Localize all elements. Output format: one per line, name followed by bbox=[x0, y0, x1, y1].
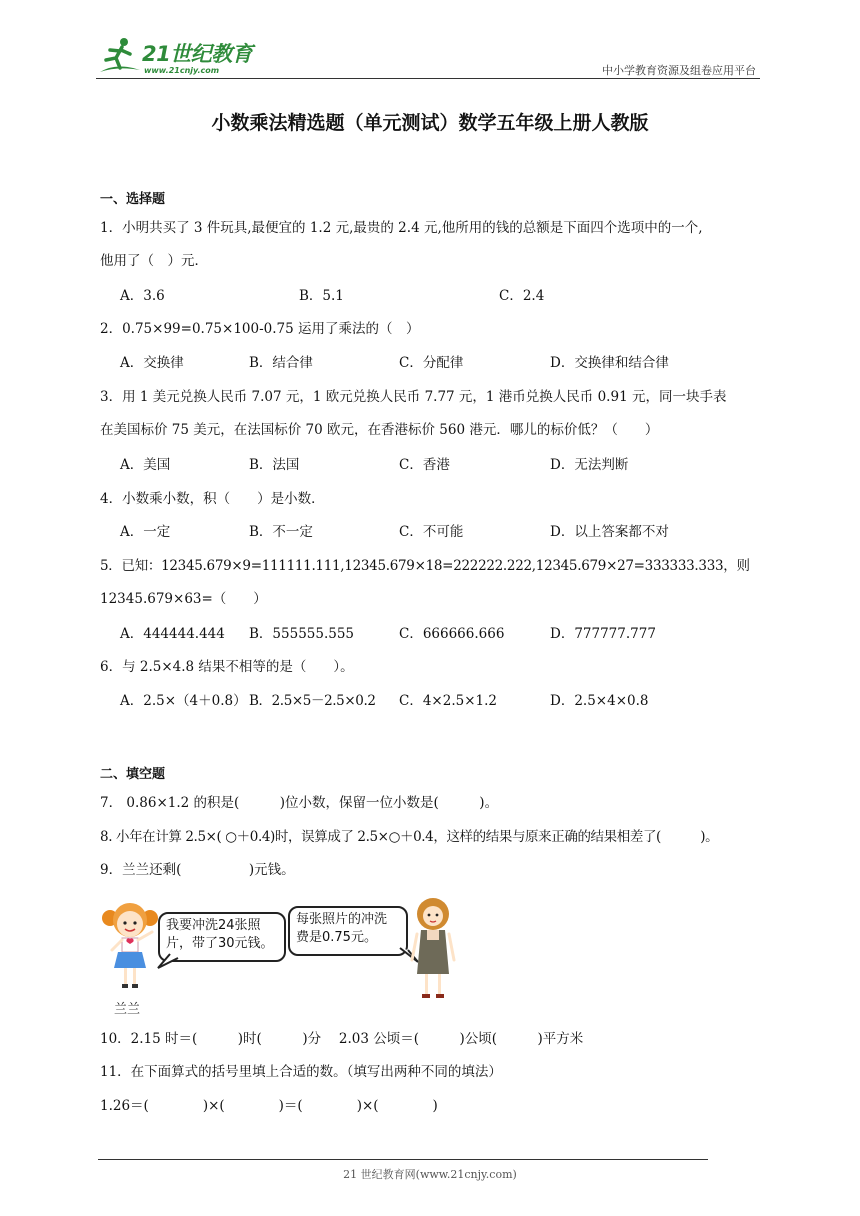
question-3-line-2: 在美国标价 75 美元，在法国标价 70 欧元，在香港标价 560 港元．哪儿的标价低？（ ） bbox=[100, 422, 659, 438]
question-2-option-a: A．交换律 bbox=[120, 355, 184, 371]
question-3-option-c: C．香港 bbox=[399, 457, 450, 473]
question-2-option-d: D．交换律和结合律 bbox=[550, 355, 669, 371]
page-title: 小数乘法精选题（单元测试）数学五年级上册人教版 bbox=[211, 112, 649, 134]
bubble-girl-line-1: 我要冲洗24张照 bbox=[166, 918, 261, 933]
question-1-line-1: 1．小明共买了 3 件玩具,最便宜的 1.2 元,最贵的 2.4 元,他所用的钱的总额是下面四个选项中的一个, bbox=[100, 220, 703, 236]
question-6-option-a: A．2.5×（4＋0.8） bbox=[120, 693, 247, 709]
question-3-option-b: B．法国 bbox=[249, 457, 300, 473]
question-5-option-b: B．555555.555 bbox=[249, 626, 355, 642]
question-4-line-1: 4．小数乘小数，积（ ）是小数． bbox=[100, 491, 325, 507]
site-logo bbox=[96, 36, 266, 78]
platform-tagline: 中小学教育资源及组卷应用平台 bbox=[602, 64, 756, 77]
bubble-woman-line-1: 每张照片的冲洗 bbox=[296, 912, 388, 927]
question-2-line-1: 2．0.75×99=0.75×100-0.75 运用了乘法的（ ） bbox=[100, 321, 420, 337]
bubble-tail-girl-icon bbox=[156, 952, 186, 972]
question-1-option-c: C．2.4 bbox=[499, 288, 545, 304]
bubble-woman-line-2: 费是0.75元。 bbox=[296, 930, 377, 945]
section-heading-choice: 一、选择题 bbox=[100, 192, 166, 207]
question-3-line-1: 3．用 1 美元兑换人民币 7.07 元，1 欧元兑换人民币 7.77 元，1 港币兑换人民币 0.91 元，同一块手表 bbox=[100, 389, 727, 405]
logo-text: 21世纪教育 bbox=[142, 42, 253, 66]
question-6-option-b: B．2.5×5－2.5×0.2 bbox=[249, 693, 376, 709]
question-8: 8. 小年在计算 2.5×( ○＋0.4)时，误算成了 2.5×○＋0.4，这样的结果与原来正确的结果相差了( )。 bbox=[100, 829, 719, 845]
question-6-line-1: 6．与 2.5×4.8 结果不相等的是（ ）。 bbox=[100, 659, 354, 675]
question-5-line-1: 5．已知：12345.679×9=111111.111,12345.679×18=222222.222,12345.679×27=333333.333，则 bbox=[100, 558, 750, 574]
page-header bbox=[96, 32, 760, 80]
section-heading-fill: 二、填空题 bbox=[100, 767, 166, 782]
question-9: 9．兰兰还剩( )元钱。 bbox=[100, 862, 295, 878]
question-6-option-d: D．2.5×4×0.8 bbox=[550, 693, 649, 709]
question-4-option-d: D．以上答案都不对 bbox=[550, 524, 669, 540]
runner-logo-icon bbox=[96, 36, 142, 78]
speech-bubble-woman bbox=[288, 906, 408, 956]
question-5-line-2: 12345.679×63=（ ） bbox=[100, 591, 267, 607]
question-5-option-c: C．666666.666 bbox=[399, 626, 505, 642]
question-1-line-2: 他用了（ ）元． bbox=[100, 253, 208, 269]
question-3-option-d: D．无法判断 bbox=[550, 457, 629, 473]
bubble-girl-line-2: 片，带了30元钱。 bbox=[166, 936, 274, 951]
logo-url: www.21cnjy.com bbox=[144, 66, 220, 75]
question-3-option-a: A．美国 bbox=[120, 457, 171, 473]
question-5-option-a: A．444444.444 bbox=[120, 626, 225, 642]
question-1-option-a: A．3.6 bbox=[120, 288, 165, 304]
question-4-option-c: C．不可能 bbox=[399, 524, 464, 540]
question-1-option-b: B．5.1 bbox=[299, 288, 344, 304]
girl-name-label: 兰兰 bbox=[114, 1002, 141, 1017]
question-10: 10．2.15 时＝( )时( )分 2.03 公顷＝( )公顷( )平方米 bbox=[100, 1031, 584, 1047]
question-4-option-b: B．不一定 bbox=[249, 524, 313, 540]
question-5-option-d: D．777777.777 bbox=[550, 626, 656, 642]
question-7: 7． 0.86×1.2 的积是( )位小数，保留一位小数是( )。 bbox=[100, 795, 499, 811]
question-11: 11．在下面算式的括号里填上合适的数。（填写出两种不同的填法） bbox=[100, 1064, 502, 1080]
question-4-option-a: A．一定 bbox=[120, 524, 171, 540]
page-footer: 21 世纪教育网(www.21cnjy.com) bbox=[343, 1168, 517, 1181]
question-11-equation: 1.26＝( )×( )＝( )×( ) bbox=[100, 1098, 438, 1114]
question-9-illustration bbox=[100, 892, 460, 1022]
question-2-option-b: B．结合律 bbox=[249, 355, 313, 371]
shopkeeper-figure-icon bbox=[408, 894, 458, 1002]
girl-figure-icon bbox=[100, 892, 160, 997]
footer-divider bbox=[98, 1159, 708, 1160]
question-2-option-c: C．分配律 bbox=[399, 355, 464, 371]
header-divider bbox=[96, 78, 760, 79]
question-6-option-c: C．4×2.5×1.2 bbox=[399, 693, 497, 709]
